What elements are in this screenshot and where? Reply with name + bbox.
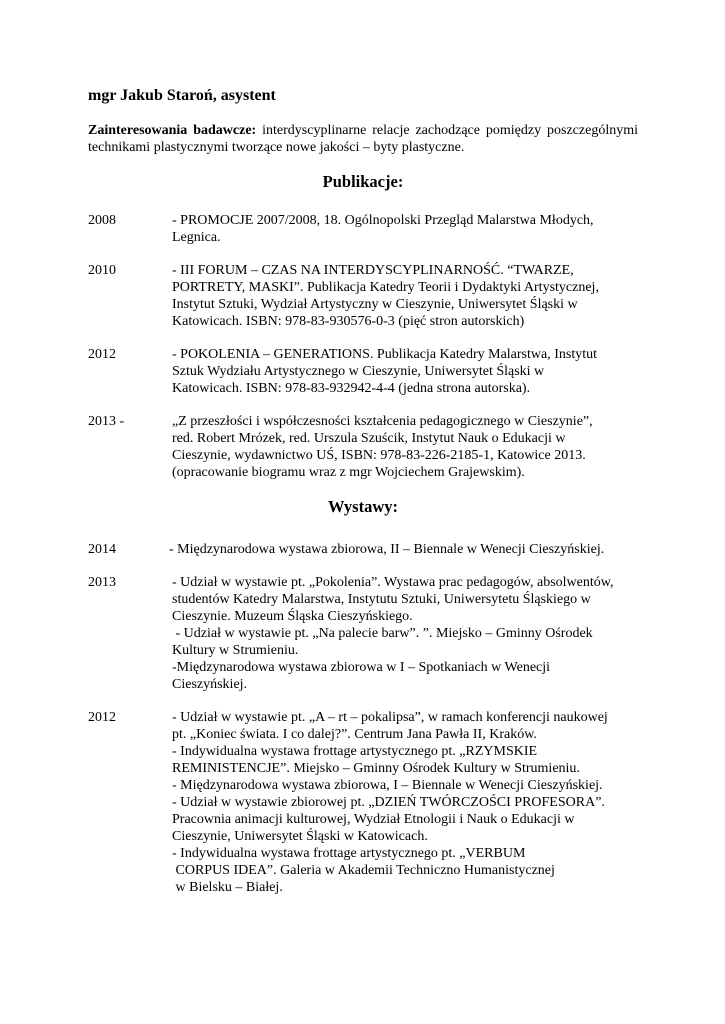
exhibition-text-line: CORPUS IDEA”. Galeria w Akademii Techniczno Humanistycznej	[172, 863, 555, 878]
publication-text-line: - PROMOCJE 2007/2008, 18. Ogólnopolski Przegląd Malarstwa Młodych,	[172, 213, 594, 228]
exhibition-text-line: - Międzynarodowa wystawa zbiorowa, I – Biennale w Wenecji Cieszyńskiej.	[172, 778, 603, 793]
exhibitions-heading: Wystawy:	[328, 497, 398, 516]
exhibition-text-line: Cieszynie. Muzeum Śląska Cieszyńskiego.	[172, 609, 413, 624]
publication-entry	[88, 413, 638, 481]
publication-description	[172, 413, 638, 481]
publication-text-line: - III FORUM – CZAS NA INTERDYSCYPLINARNOŚĆ. “TWARZE,	[172, 263, 574, 278]
publication-text-line: Katowicach. ISBN: 978-83-930576-0-3 (pięć stron autorskich)	[172, 314, 525, 329]
publication-text-line: Instytut Sztuki, Wydział Artystyczny w Cieszynie, Uniwersytet Śląski w	[172, 297, 578, 312]
exhibition-text-line: pt. „Koniec świata. I co dalej?”. Centrum Jana Pawła II, Kraków.	[172, 727, 537, 742]
document-page	[88, 86, 638, 896]
publication-text-line: Sztuk Wydziału Artystycznego w Cieszynie, Uniwersytet Śląski w	[172, 364, 545, 379]
research-interests	[88, 122, 638, 156]
publication-text-line: - POKOLENIA – GENERATIONS. Publikacja Katedry Malarstwa, Instytut	[172, 347, 597, 362]
research-interests-text: interdyscyplinarne relacje zachodzące pomiędzy poszczególnymi technikami plastycznymi tworzące nowe jakości – byty plastyczne.	[88, 123, 638, 155]
publication-year: 2013 -	[88, 414, 125, 429]
publications-heading: Publikacje:	[322, 172, 404, 191]
publication-year: 2008	[88, 213, 116, 228]
publication-entry	[88, 262, 638, 330]
exhibition-text-line: - Udział w wystawie pt. „Na palecie barw”. ”. Miejsko – Gminny Ośrodek	[172, 626, 593, 641]
exhibitions-list	[88, 541, 638, 896]
publication-text-line: „Z przeszłości i współczesności kształcenia pedagogicznego w Cieszynie”,	[172, 414, 593, 429]
exhibition-description	[172, 709, 638, 896]
publication-description	[172, 212, 638, 246]
exhibition-text-line: studentów Katedry Malarstwa, Instytutu Sztuki, Uniwersytetu Śląskiego w	[172, 592, 591, 607]
exhibition-description	[169, 541, 638, 558]
exhibition-text-line: REMINISTENCJE”. Miejsko – Gminny Ośrodek Kultury w Strumieniu.	[172, 761, 580, 776]
publication-year: 2010	[88, 263, 116, 278]
exhibition-text-line: - Indywidualna wystawa frottage artystycznego pt. „VERBUM	[172, 846, 526, 861]
publication-text-line: red. Robert Mrózek, red. Urszula Szuścik, Instytut Nauk o Edukacji w	[172, 431, 566, 446]
publication-text-line: PORTRETY, MASKI”. Publikacja Katedry Teorii i Dydaktyki Artystycznej,	[172, 280, 599, 295]
exhibition-entry	[88, 541, 638, 558]
publication-description	[172, 346, 638, 397]
publication-text-line: Legnica.	[172, 230, 221, 245]
exhibition-text-line: - Międzynarodowa wystawa zbiorowa, II – Biennale w Wenecji Cieszyńskiej.	[169, 542, 605, 557]
publication-text-line: Cieszynie, wydawnictwo UŚ, ISBN: 978-83-226-2185-1, Katowice 2013.	[172, 448, 586, 463]
exhibition-text-line: - Udział w wystawie pt. „A – rt – pokalipsa”, w ramach konferencji naukowej	[172, 710, 608, 725]
exhibition-text-line: w Bielsku – Białej.	[172, 880, 283, 895]
page-title: mgr Jakub Staroń, asystent	[88, 87, 276, 104]
exhibition-text-line: -Międzynarodowa wystawa zbiorowa w I – Spotkaniach w Wenecji	[172, 660, 551, 675]
publication-description	[172, 262, 638, 330]
publication-text-line: (opracowanie biogramu wraz z mgr Wojciechem Grajewskim).	[172, 465, 525, 480]
exhibition-description	[172, 574, 638, 693]
exhibition-year: 2013	[88, 575, 116, 590]
research-interests-label: Zainteresowania badawcze:	[88, 123, 257, 138]
exhibition-text-line: Cieszyńskiej.	[172, 677, 248, 692]
publication-entry	[88, 346, 638, 397]
exhibition-entry	[88, 709, 638, 896]
exhibition-text-line: Kultury w Strumieniu.	[172, 643, 299, 658]
publication-text-line: Katowicach. ISBN: 978-83-932942-4-4 (jedna strona autorska).	[172, 381, 531, 396]
exhibition-year: 2012	[88, 710, 116, 725]
exhibition-text-line: - Udział w wystawie pt. „Pokolenia”. Wystawa prac pedagogów, absolwentów,	[172, 575, 614, 590]
publications-list	[88, 212, 638, 481]
exhibition-text-line: Pracownia animacji kulturowej, Wydział Etnologii i Nauk o Edukacji w	[172, 812, 575, 827]
exhibition-text-line: Cieszynie, Uniwersytet Śląski w Katowicach.	[172, 829, 428, 844]
exhibition-year: 2014	[88, 542, 116, 557]
exhibition-text-line: - Indywidualna wystawa frottage artystycznego pt. „RZYMSKIE	[172, 744, 538, 759]
exhibition-entry	[88, 574, 638, 693]
publication-entry	[88, 212, 638, 246]
publication-year: 2012	[88, 347, 116, 362]
exhibition-text-line: - Udział w wystawie zbiorowej pt. „DZIEŃ TWÓRCZOŚCI PROFESORA”.	[172, 795, 605, 810]
